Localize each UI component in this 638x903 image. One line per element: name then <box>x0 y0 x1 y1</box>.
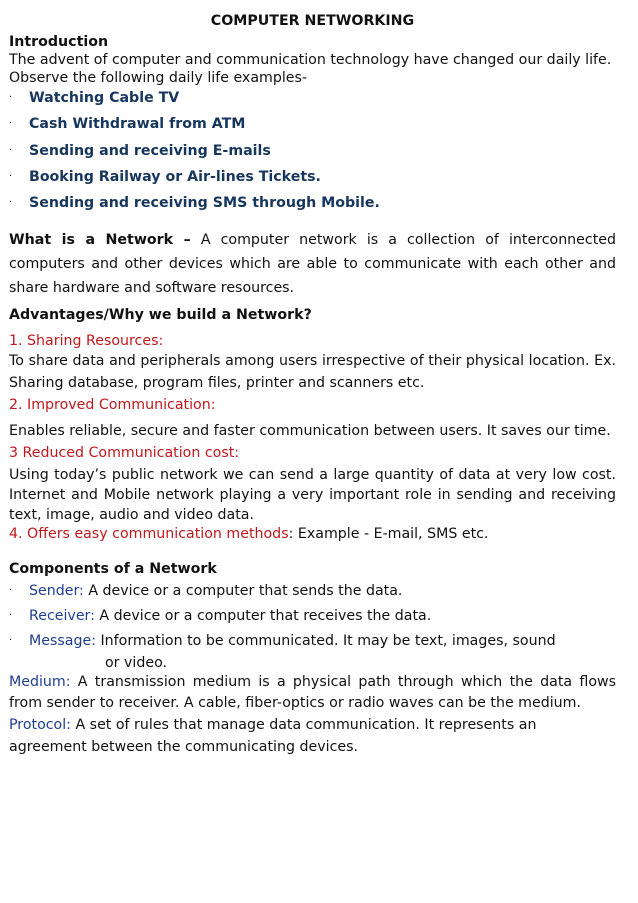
components-list <box>9 582 616 672</box>
examples-list <box>9 89 616 220</box>
bullet-icon: · <box>9 635 13 647</box>
components-heading: Components of a Network <box>9 561 217 578</box>
advantage-1-text: To share data and peripherals among users irrespective of their physical location. Ex. Sharing database, program files, printer and scanners etc. <box>9 353 616 392</box>
bullet-icon: · <box>9 118 13 130</box>
list-item: · Receiver: A device or a computer that receives the data. <box>9 608 432 625</box>
bullet-icon: · <box>9 585 13 597</box>
advantage-3-text: Using today’s public network we can send a large quantity of data at very low cost. Internet and Mobile network playing a very important role in sending and receiving text, image, audio and video data. <box>9 467 616 524</box>
network-heading: What is a Network – <box>9 232 191 249</box>
bullet-icon: · <box>9 170 13 182</box>
protocol-label: Protocol: <box>9 717 71 734</box>
advantage-4: 4. Offers easy communication methods: Example - E-mail, SMS etc. <box>9 526 489 543</box>
list-item: · Watching Cable TV <box>9 90 180 106</box>
advantages-heading: Advantages/Why we build a Network? <box>9 307 312 324</box>
bullet-icon: · <box>9 92 13 103</box>
medium-definition: Medium: A transmission medium is a physical path through which the data flows from sender to receiver. A cable, fiber-optics or radio waves can be the medium. <box>9 674 616 712</box>
list-item: · Sending and receiving E-mails <box>9 142 271 159</box>
network-definition: What is a Network – A computer network is a collection of interconnected computers and other devices which are able to communicate with each other and share hardware and software resources. <box>9 232 617 297</box>
bullet-icon: · <box>9 197 13 209</box>
intro-text: The advent of computer and communication technology have changed our daily life. Observe the following daily life examples- <box>9 52 612 86</box>
bullet-icon: · <box>9 144 13 156</box>
list-item: · Cash Withdrawal from ATM <box>9 116 246 133</box>
list-item: · Message: Information to be communicated. It may be text, images, sound or video. <box>9 633 556 672</box>
protocol-definition: Protocol: A set of rules that manage data communication. It represents an agreement between the communicating devices. <box>9 717 537 756</box>
advantage-2-label: 2. Improved Communication: <box>9 397 216 414</box>
intro-heading: Introduction <box>9 34 109 50</box>
advantage-4-label: 4. Offers easy communication methods <box>9 526 289 543</box>
advantage-3-label: 3 Reduced Communication cost: <box>9 445 240 462</box>
page-title: COMPUTER NETWORKING <box>210 13 415 29</box>
bullet-icon: · <box>9 610 13 622</box>
list-item: · Booking Railway or Air-lines Tickets. <box>9 168 321 185</box>
medium-label: Medium: <box>9 674 71 691</box>
list-item: · Sender: A device or a computer that sends the data. <box>9 583 403 600</box>
advantage-2-text: Enables reliable, secure and faster communication between users. It saves our time. <box>9 423 611 440</box>
list-item: · Sending and receiving SMS through Mobile. <box>9 195 380 212</box>
document-page <box>9 12 616 758</box>
advantage-1-label: 1. Sharing Resources: <box>9 333 164 350</box>
